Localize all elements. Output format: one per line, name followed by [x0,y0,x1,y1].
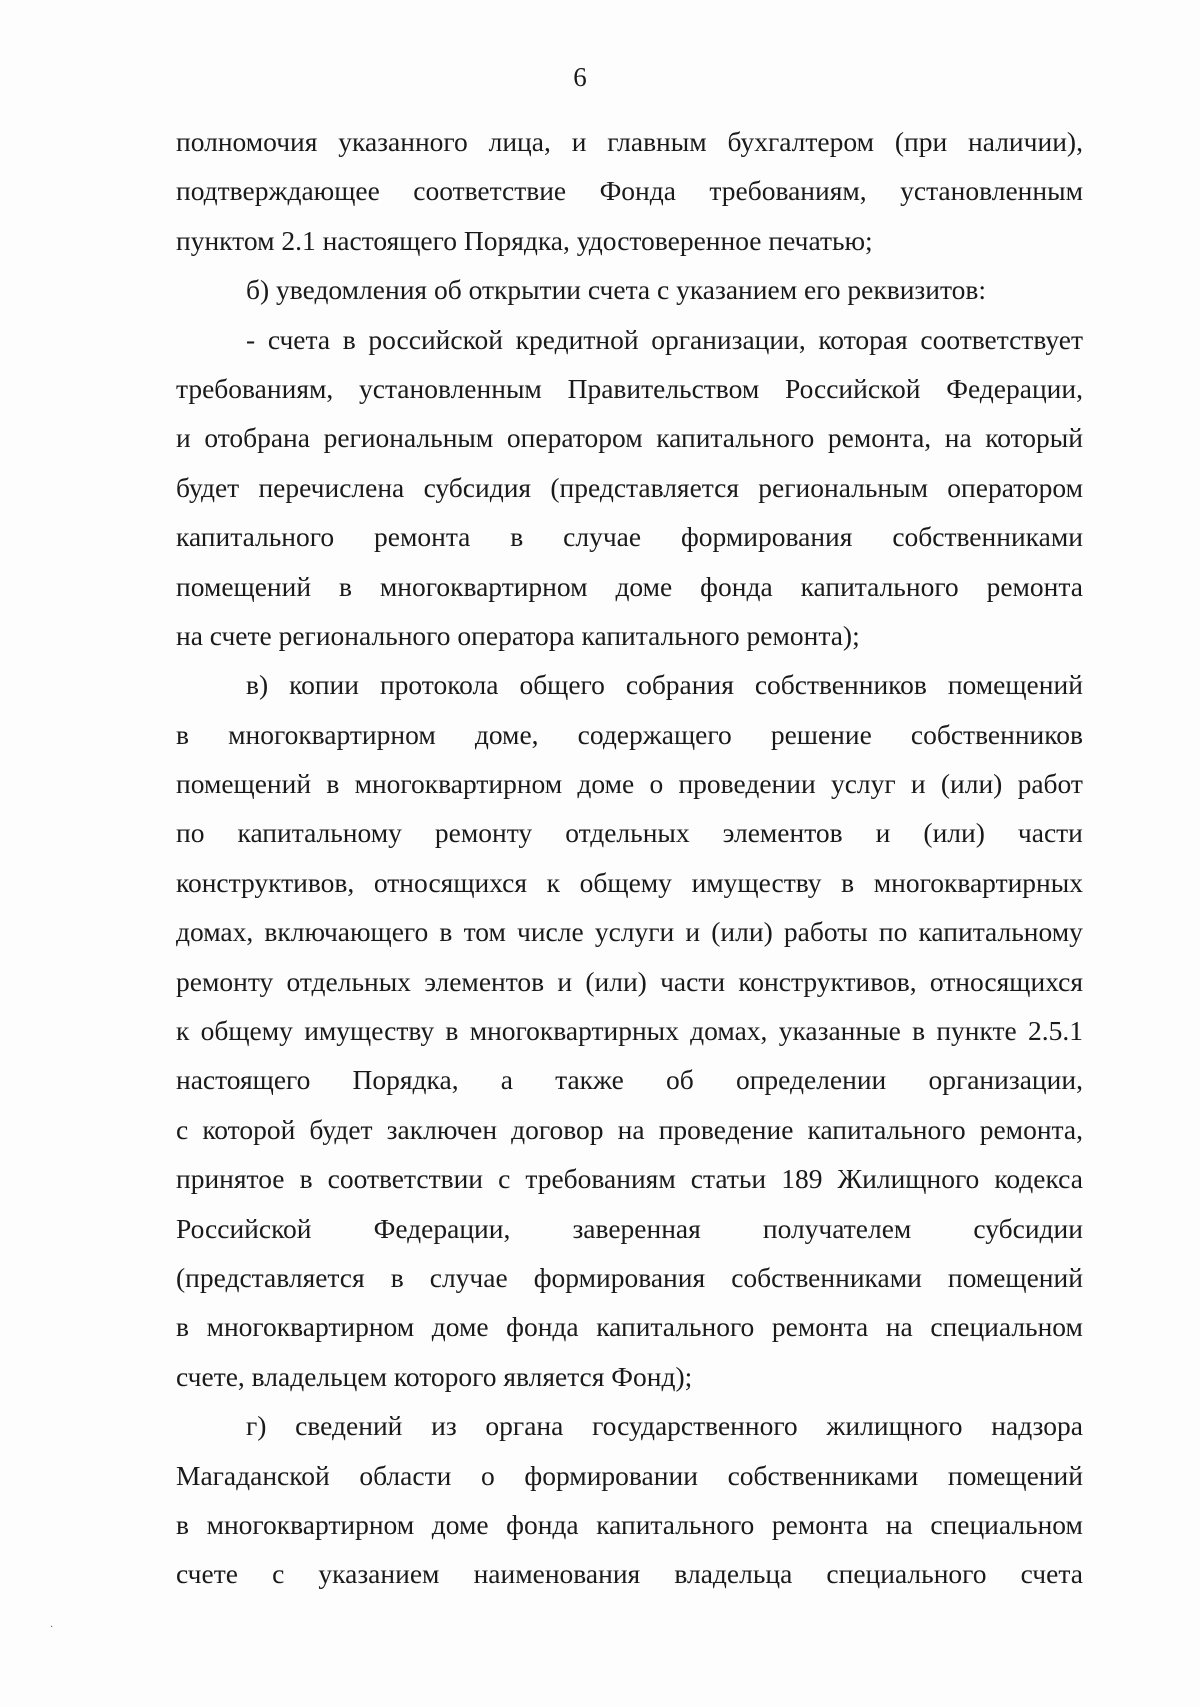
text-line: в многоквартирном доме фонда капитального ремонта на специальном [176,1311,1083,1343]
page-number: 6 [573,62,587,92]
text-line: (представляется в случае формирования собственниками помещений [176,1261,1083,1293]
text-line: домах, включающего в том числе услуги и (или) работы по капитальному [176,916,1083,948]
text-line: счете с указанием наименования владельца специального счета [176,1558,1083,1590]
text-line: Российской Федерации, заверенная получателем субсидии [176,1212,1083,1244]
text-line: капитального ремонта в случае формирования собственниками [176,521,1083,553]
text-line: пунктом 2.1 настоящего Порядка, удостоверенное печатью; [176,224,873,256]
text-line: счете, владельцем которого является Фонд); [176,1360,693,1392]
text-line: будет перечислена субсидия (представляется региональным оператором [176,471,1083,503]
text-line: требованиям, установленным Правительством Российской Федерации, [176,372,1083,404]
text-line: подтверждающее соответствие Фонда требованиям, установленным [176,175,1083,207]
text-line: полномочия указанного лица, и главным бухгалтером (при наличии), [176,126,1083,157]
text-line: б) уведомления об открытии счета с указанием его реквизитов: [246,274,987,306]
text-line: помещений в многоквартирном доме о проведении услуг и (или) работ [176,768,1083,800]
document-body [176,117,1083,1599]
text-line: на счете регионального оператора капитального ремонта); [176,619,860,651]
text-line: в многоквартирном доме, содержащего решение собственников [176,718,1083,750]
text-line: к общему имуществу в многоквартирных домах, указанные в пункте 2.5.1 [176,1015,1083,1047]
text-line: по капитальному ремонту отдельных элементов и (или) части [176,817,1083,849]
text-line: Магаданской области о формировании собственниками помещений [176,1459,1083,1491]
text-line: в) копии протокола общего собрания собственников помещений [246,669,1083,701]
text-line: конструктивов, относящихся к общему имуществу в многоквартирных [176,866,1083,898]
text-line: ремонту отдельных элементов и (или) части конструктивов, относящихся [176,965,1083,997]
text-line: настоящего Порядка, а также об определении организации, [176,1064,1083,1096]
text-line: помещений в многоквартирном доме фонда капитального ремонта [176,570,1083,602]
text-line: и отобрана региональным оператором капитального ремонта, на который [176,422,1083,454]
text-line: г) сведений из органа государственного жилищного надзора [246,1410,1083,1442]
text-line: в многоквартирном доме фонда капитального ремонта на специальном [176,1508,1083,1540]
text-line: - счета в российской кредитной организации, которая соответствует [246,323,1083,355]
text-line: с которой будет заключен договор на проведение капитального ремонта, [176,1113,1083,1145]
scan-mark: · [50,1622,54,1633]
text-line: принятое в соответствии с требованиям статьи 189 Жилищного кодекса [176,1163,1083,1195]
